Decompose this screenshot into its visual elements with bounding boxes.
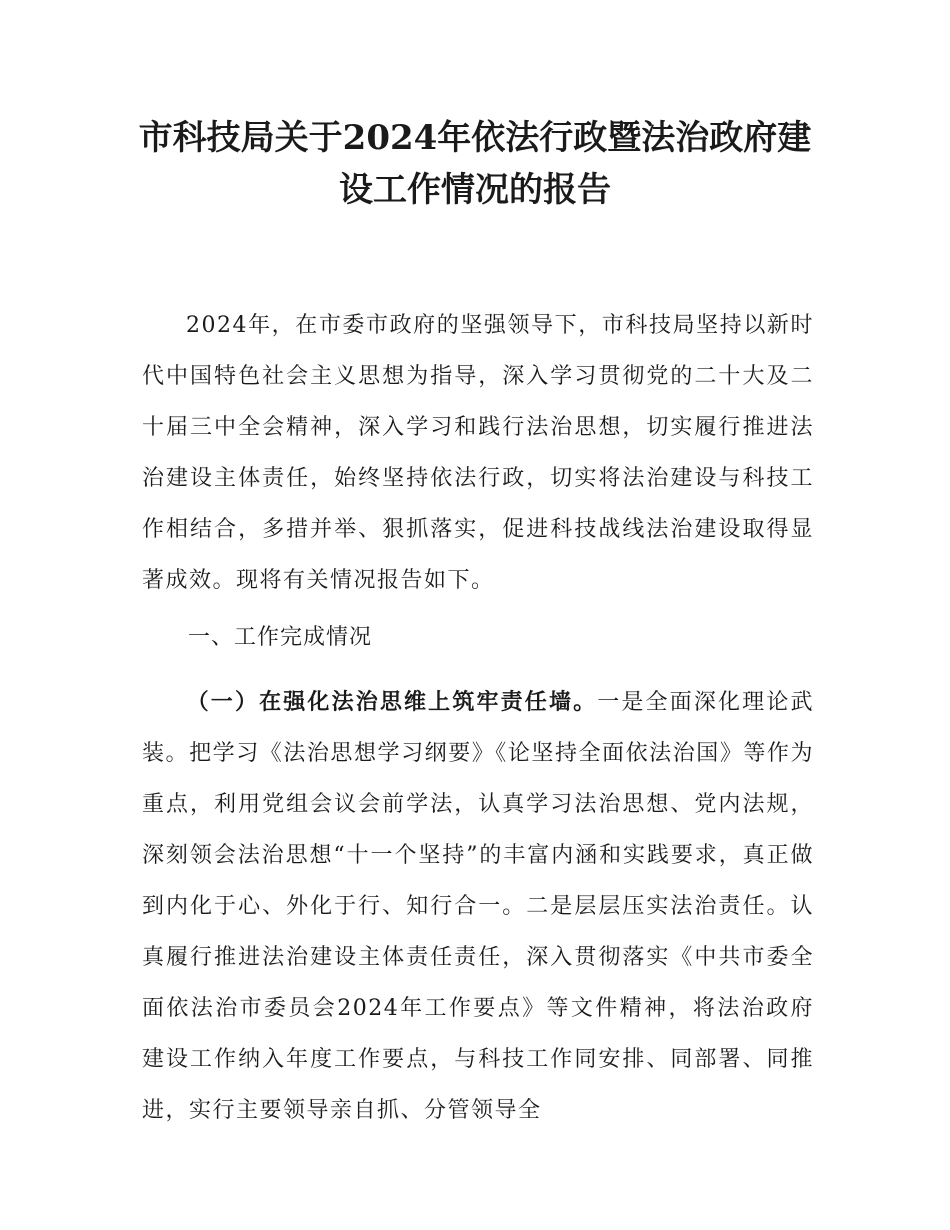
intro-paragraph-text: 2024年，在市委市政府的坚强领导下，市科技局坚持以新时代中国特色社会主义思想为指导，深入学习贯彻党的二十大及二十届三中全会精神，深入学习和践行法治思想，切实履行推进法治建设主体责任，始终坚持依法行政，切实将法治建设与科技工作相结合，多措并举、狠抓落实，促进科技战线法治建设取得显著成效。现将有关情况报告如下。 (142, 313, 814, 593)
subsection-body-text: 一是全面深化理论武装。把学习《法治思想学习纲要》《论坚持全面依法治国》等作为重点，利用党组会议会前学法，认真学习法治思想、党内法规，深刻领会法治思想“十一个坚持”的丰富内涵和实践要求，真正做到内化于心、外化于行、知行合一。二是层层压实法治责任。认真履行推进法治建设主体责任责任，深入贯彻落实《中共市委全面依法治市委员会2024年工作要点》等文件精神，将法治政府建设工作纳入年度工作要点，与科技工作同安排、同部署、同推进，实行主要领导亲自抓、分管领导全 (142, 690, 814, 1123)
subsection-paragraph (142, 677, 814, 1136)
title-line-2: 设工作情况的报告 (339, 170, 611, 210)
title-line-1: 市科技局关于2024年依法行政暨法治政府建 (138, 118, 812, 158)
section-heading: 一、工作完成情况 (188, 625, 373, 650)
intro-paragraph (142, 300, 814, 606)
subsection-lead: （一）在强化法治思维上筑牢责任墙。 (186, 690, 598, 715)
document-title (120, 112, 830, 216)
